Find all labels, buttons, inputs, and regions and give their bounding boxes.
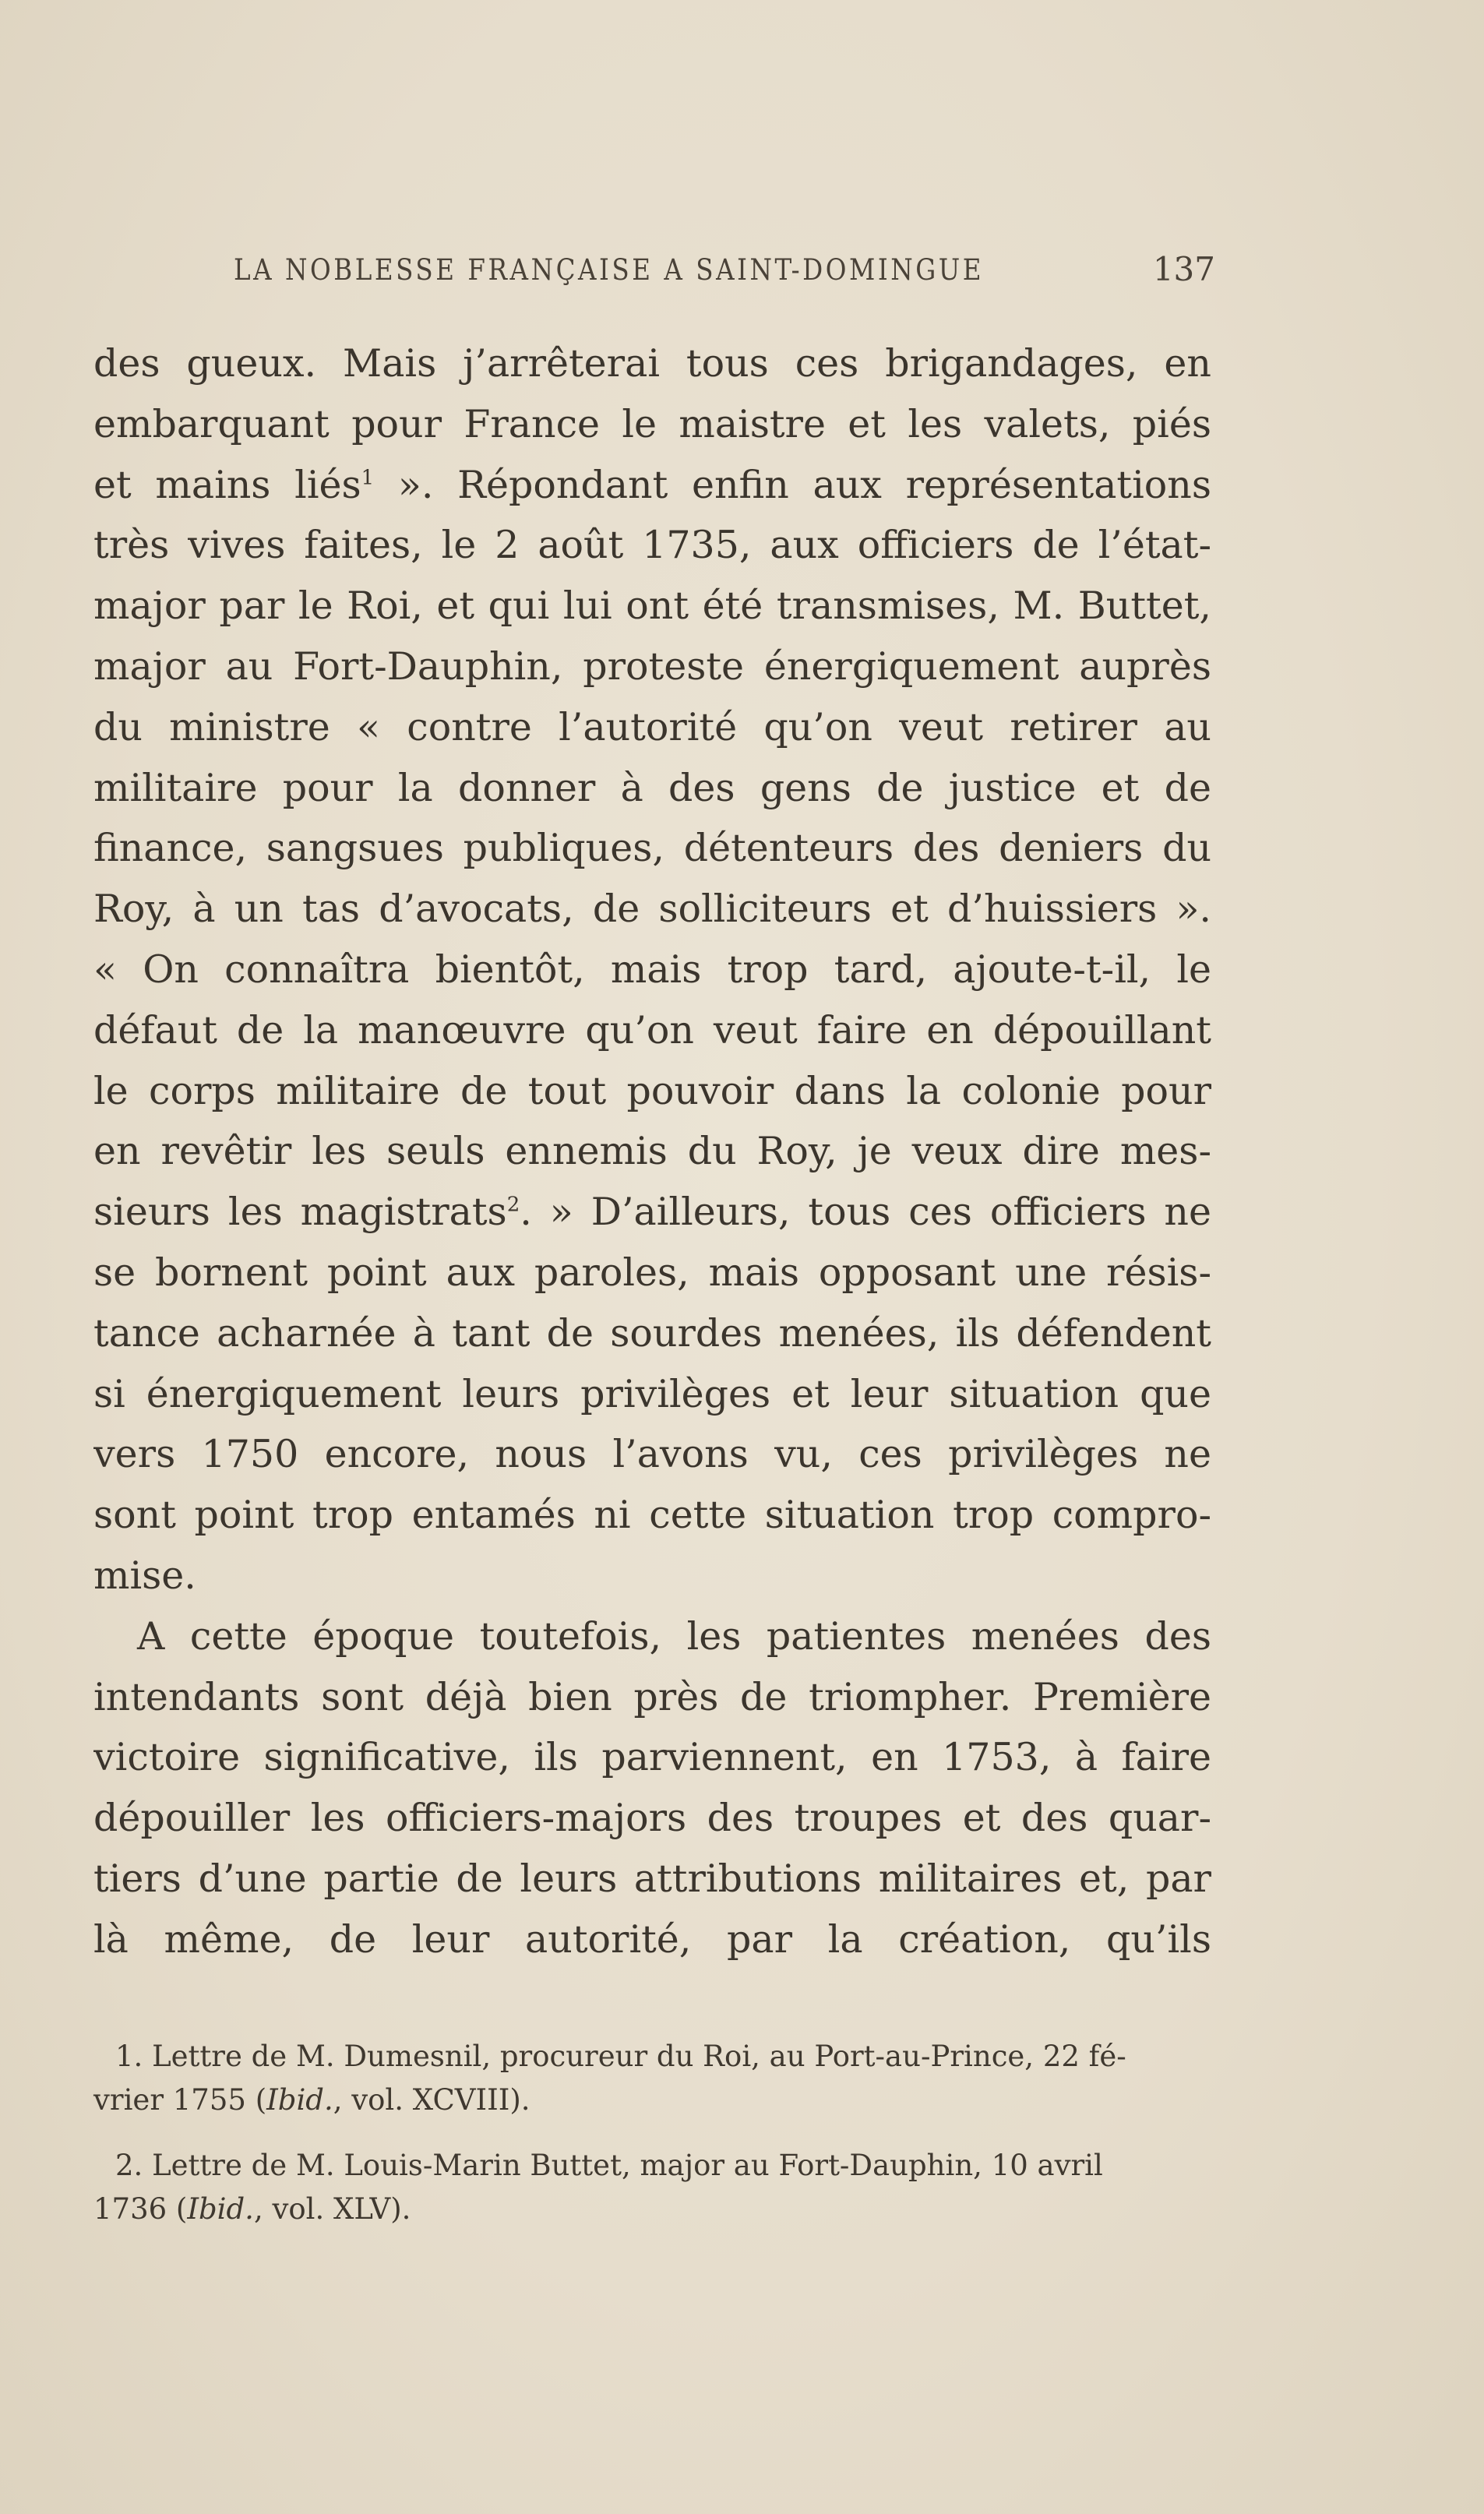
text-line: si énergiquement leurs privilèges et leur situation que: [93, 1371, 1211, 1416]
text-segment: ». Répondant enfin aux représentations: [374, 462, 1211, 507]
text-line: dépouiller les officiers-majors des troupes et des quar-: [93, 1796, 1211, 1841]
text-line: vers 1750 encore, nous l’avons vu, ces privilèges ne: [93, 1432, 1211, 1477]
text-line: le corps militaire de tout pouvoir dans la colonie pour: [93, 1068, 1211, 1113]
text-segment: Ibid.: [266, 2083, 333, 2117]
text-segment: , vol. XCVIII).: [333, 2083, 531, 2117]
text-line: Roy, à un tas d’avocats, de solliciteurs et d’huissiers ».: [93, 887, 1211, 932]
running-head: [234, 250, 1215, 300]
text-segment: et mains liés: [93, 462, 361, 507]
running-title: LA NOBLESSE FRANÇAISE A SAINT-DOMINGUE: [234, 253, 984, 287]
text-line: major au Fort-Dauphin, proteste énergiquement auprès: [93, 643, 1211, 689]
text-line: major par le Roi, et qui lui ont été transmises, M. Buttet,: [93, 584, 1211, 629]
text-segment: 1736 (: [93, 2192, 188, 2226]
footnote-ref-1: 1: [361, 466, 375, 490]
text-line: mise.: [93, 1553, 196, 1598]
body-text: [93, 333, 1211, 1970]
text-line: A cette époque toutefois, les patientes menées des: [137, 1613, 1211, 1659]
text-segment: . » D’ailleurs, tous ces officiers ne: [520, 1190, 1211, 1235]
text-line: militaire pour la donner à des gens de justice et de: [93, 765, 1211, 810]
text-line: en revêtir les seuls ennemis du Roy, je veux dire mes-: [93, 1129, 1211, 1174]
text-line: là même, de leur autorité, par la création, qu’ils: [93, 1916, 1211, 1962]
footnote-1-line-1: 1. Lettre de M. Dumesnil, procureur du Roi, au Port-au-Prince, 22 fé-: [115, 2040, 1126, 2073]
text-line: sont point trop entamés ni cette situation trop compro-: [93, 1493, 1211, 1538]
text-segment: sieurs les magistrats: [93, 1190, 507, 1235]
footnote-2-line-2: [93, 2188, 1211, 2231]
text-line: embarquant pour France le maistre et les valets, piés: [93, 401, 1211, 446]
text-line: très vives faites, le 2 août 1735, aux officiers de l’état-: [93, 523, 1211, 568]
text-line: intendants sont déjà bien près de triompher. Première: [93, 1674, 1211, 1719]
text-line: [93, 1182, 1211, 1243]
footnote-1-line-2: [93, 2079, 1211, 2122]
text-line: défaut de la manœuvre qu’on veut faire en dépouillant: [93, 1007, 1211, 1052]
footnotes: [93, 2035, 1211, 2231]
text-line: [93, 455, 1211, 516]
text-line: « On connaîtra bientôt, mais trop tard, ajoute-t-il, le: [93, 947, 1211, 992]
footnote-gap: [115, 2122, 1211, 2144]
text-segment: , vol. XLV).: [253, 2192, 411, 2226]
text-line: tance acharnée à tant de sourdes menées, ils défendent: [93, 1310, 1211, 1356]
footnote-2-line-1: 2. Lettre de M. Louis-Marin Buttet, major au Fort-Dauphin, 10 avril: [115, 2149, 1103, 2182]
text-line: du ministre « contre l’autorité qu’on veut retirer au: [93, 704, 1211, 749]
text-line: victoire significative, ils parviennent, en 1753, à faire: [93, 1735, 1211, 1780]
text-line: finance, sangsues publiques, détenteurs des deniers du: [93, 826, 1211, 871]
text-segment: vrier 1755 (: [93, 2083, 267, 2117]
footnote-ref-2: 2: [506, 1193, 520, 1217]
text-line: se bornent point aux paroles, mais opposant une résis-: [93, 1250, 1211, 1295]
page-number: 137: [1152, 250, 1215, 288]
text-line: tiers d’une partie de leurs attributions militaires et, par: [93, 1856, 1211, 1901]
text-line: des gueux. Mais j’arrêterai tous ces brigandages, en: [93, 341, 1211, 386]
text-segment: Ibid.: [187, 2192, 254, 2226]
